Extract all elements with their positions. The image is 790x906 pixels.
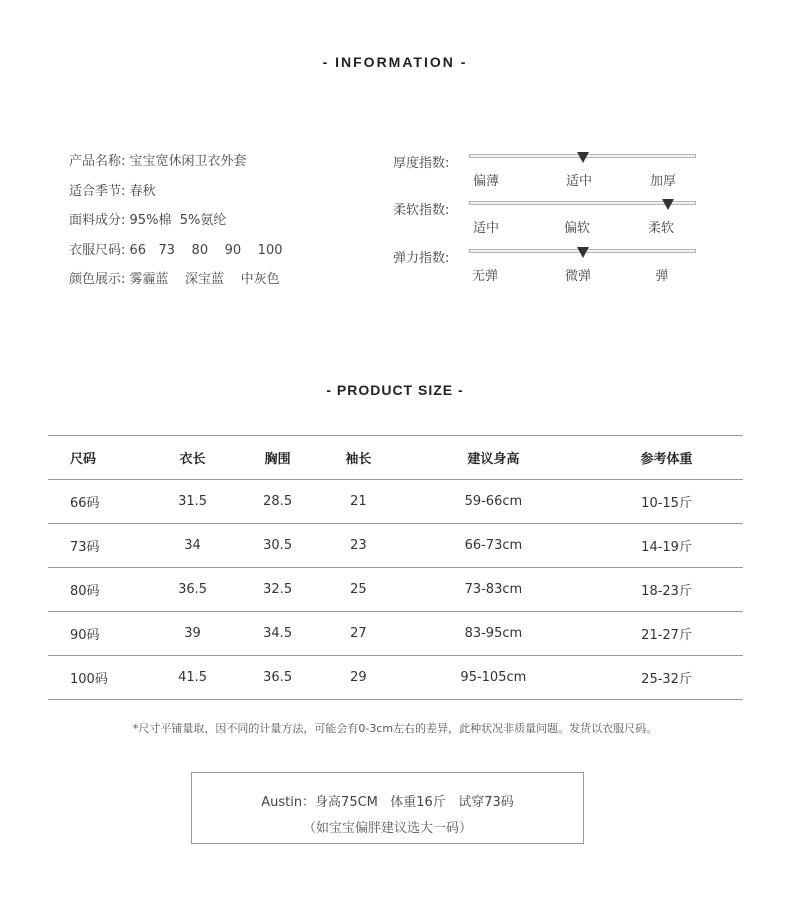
index-marker-icon [662, 199, 674, 210]
info-row-colors [69, 270, 283, 300]
index-option: 微弹 [564, 269, 592, 284]
info-label: 颜色展示: [69, 272, 126, 287]
info-row-name [69, 152, 283, 182]
index-label: 厚度指数: [393, 156, 450, 171]
info-value: 95%棉 5%氨纶 [129, 213, 227, 228]
information-title: - INFORMATION - [322, 54, 468, 70]
info-row-fabric [69, 211, 283, 241]
column-header: 胸围 [235, 436, 320, 480]
table-cell: 14-19斤 [590, 524, 743, 568]
column-header: 衣长 [150, 436, 235, 480]
table-cell: 18-23斤 [590, 568, 743, 612]
product-info-list [69, 152, 283, 300]
index-option: 无弹 [471, 269, 499, 284]
table-row [48, 524, 743, 568]
column-header: 袖长 [320, 436, 396, 480]
table-cell: 80码 [48, 568, 150, 612]
table-cell: 23 [320, 524, 396, 568]
index-bar [469, 249, 696, 253]
table-row [48, 568, 743, 612]
index-option: 柔软 [647, 221, 675, 236]
index-option: 加厚 [649, 174, 677, 189]
table-cell: 34 [150, 524, 235, 568]
table-cell: 34.5 [235, 612, 320, 656]
table-cell: 39 [150, 612, 235, 656]
measurement-note: *尺寸平铺量取，因不同的计量方法，可能会有0-3cm左右的差异，此种状况非质量问题。发货以衣服尺码。 [132, 722, 658, 735]
info-value: 雾霾蓝 深宝蓝 中灰色 [129, 272, 280, 287]
table-cell: 41.5 [150, 656, 235, 700]
index-label: 柔软指数: [393, 203, 450, 218]
index-option: 适中 [472, 221, 500, 236]
table-row [48, 656, 743, 700]
index-option: 偏薄 [472, 174, 500, 189]
elasticity-index [393, 245, 713, 285]
info-label: 适合季节: [69, 183, 126, 199]
info-label: 衣服尺码: [69, 242, 126, 258]
table-cell: 32.5 [235, 568, 320, 612]
table-cell: 83-95cm [397, 612, 591, 656]
table-cell: 25-32斤 [590, 656, 743, 700]
table-cell: 21 [320, 480, 396, 524]
model-stats: Austin：身高75CM 体重16斤 试穿73码 [261, 795, 514, 810]
table-row [48, 480, 743, 524]
thickness-index [393, 150, 713, 190]
column-header: 尺码 [48, 436, 150, 480]
info-value: 66 73 80 90 100 [129, 242, 283, 258]
softness-index [393, 197, 713, 237]
table-cell: 66-73cm [397, 524, 591, 568]
info-value: 宝宝宽休闲卫衣外套 [129, 154, 247, 169]
table-cell: 30.5 [235, 524, 320, 568]
table-cell: 66码 [48, 480, 150, 524]
column-header: 建议身高 [397, 436, 591, 480]
index-bar [469, 154, 696, 158]
info-row-sizes [69, 241, 283, 271]
model-info-box [191, 772, 584, 844]
table-cell: 73-83cm [397, 568, 591, 612]
index-marker-icon [577, 247, 589, 258]
column-header: 参考体重 [590, 436, 743, 480]
table-cell: 36.5 [150, 568, 235, 612]
table-cell: 59-66cm [397, 480, 591, 524]
info-label: 产品名称: [69, 154, 126, 169]
table-cell: 95-105cm [397, 656, 591, 700]
table-header-row [48, 436, 743, 480]
table-cell: 31.5 [150, 480, 235, 524]
index-marker-icon [577, 152, 589, 163]
model-advice: （如宝宝偏胖建议选大一码） [302, 821, 472, 836]
index-option: 弹 [655, 269, 669, 284]
table-cell: 27 [320, 612, 396, 656]
index-option: 适中 [565, 174, 593, 189]
table-row [48, 612, 743, 656]
table-cell: 25 [320, 568, 396, 612]
table-cell: 21-27斤 [590, 612, 743, 656]
table-cell: 28.5 [235, 480, 320, 524]
table-cell: 36.5 [235, 656, 320, 700]
table-cell: 73码 [48, 524, 150, 568]
table-cell: 10-15斤 [590, 480, 743, 524]
info-label: 面料成分: [69, 213, 126, 228]
index-bar [469, 201, 696, 205]
table-cell: 90码 [48, 612, 150, 656]
info-row-season [69, 182, 283, 212]
table-cell: 29 [320, 656, 396, 700]
index-label: 弹力指数: [393, 251, 450, 266]
table-cell: 100码 [48, 656, 150, 700]
size-table [48, 435, 743, 700]
info-value: 春秋 [129, 183, 156, 199]
product-size-title: - PRODUCT SIZE - [326, 382, 464, 398]
index-option: 偏软 [563, 221, 591, 236]
